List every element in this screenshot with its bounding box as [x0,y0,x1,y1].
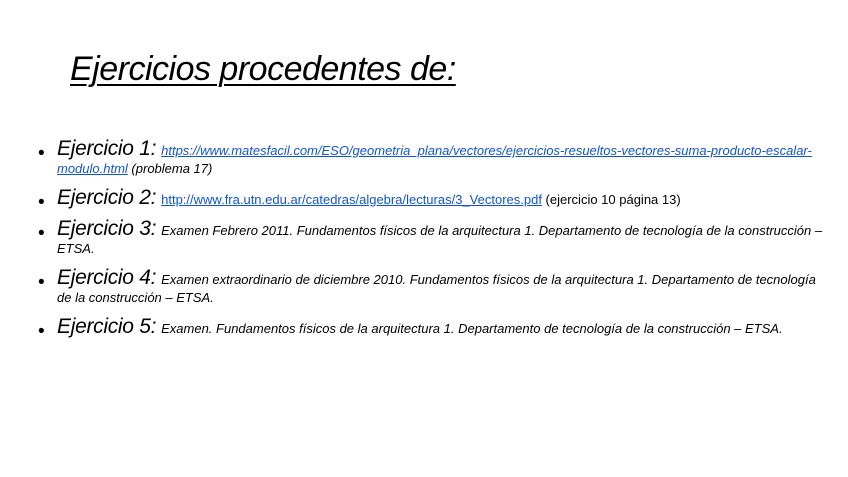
exercise-list [38,137,828,349]
list-item-exercise-4 [38,266,828,307]
exercise-label: Ejercicio 2: [57,186,157,209]
exercise-2-source-link[interactable]: http://www.fra.utn.edu.ar/catedras/algebra/lecturas/3_Vectores.pdf [161,192,542,207]
exercise-label: Ejercicio 1: [57,137,157,160]
bullet-icon: • [38,143,45,164]
exercise-note: (problema 17) [127,161,213,176]
exercise-label: Ejercicio 5: [57,315,157,338]
list-item-exercise-1 [38,137,828,178]
exercise-source-text: Examen extraordinario de diciembre 2010. Fundamentos físicos de la arquitectura 1. Departamento de tecnología de la construcción – ETSA. [57,272,816,305]
bullet-icon: • [38,272,45,293]
exercise-source-text: Examen Febrero 2011. Fundamentos físicos de la arquitectura 1. Departamento de tecnología de la construcción – ETSA. [57,223,823,256]
exercise-1-source-link[interactable]: https://www.matesfacil.com/ESO/geometria_plana/vectores/ejercicios-resueltos-vectores-suma-producto-escalar-modulo.html [57,143,812,176]
bullet-icon: • [38,192,45,213]
exercise-label: Ejercicio 4: [57,266,157,289]
list-item-exercise-3 [38,217,828,258]
exercise-source-text: Examen. Fundamentos físicos de la arquitectura 1. Departamento de tecnología de la construcción – ETSA. [161,321,783,336]
exercise-note: (ejercicio 10 página 13) [541,192,681,207]
list-item-exercise-5 [38,315,828,342]
list-item-exercise-2 [38,186,828,213]
bullet-icon: • [38,321,45,342]
bullet-icon: • [38,223,45,244]
slide-title: Ejercicios procedentes de: [70,50,456,88]
exercise-label: Ejercicio 3: [57,217,157,240]
